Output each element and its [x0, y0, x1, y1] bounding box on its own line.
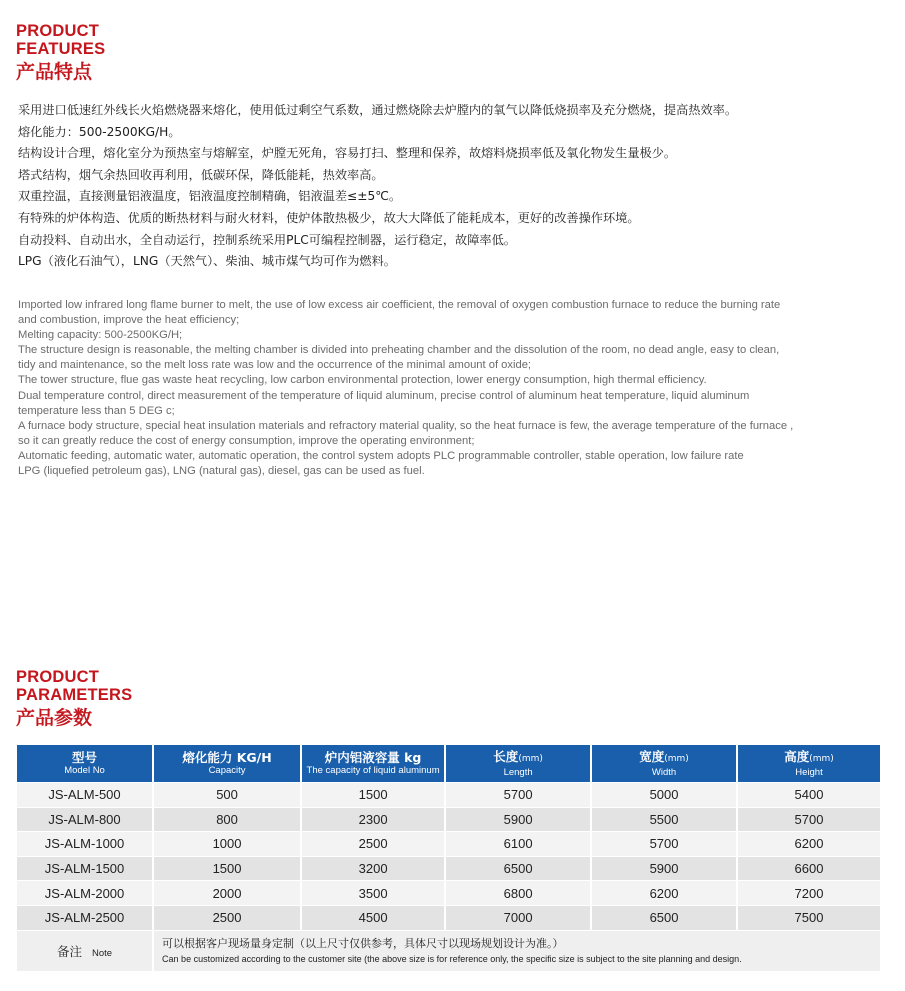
cell-model: JS-ALM-2500	[17, 906, 152, 930]
cell-width: 5700	[592, 832, 736, 856]
feature-en-line: A furnace body structure, special heat insulation materials and refractory material quality, so the heat furnace is few, the average temperature of the furnace ,	[18, 419, 794, 432]
header-length	[446, 745, 590, 782]
parameters-table	[15, 744, 882, 972]
cell-model: JS-ALM-1500	[17, 857, 152, 881]
feature-en-line: Automatic feeding, automatic water, automatic operation, the control system adopts PLC programmable controller, stable operation, low failure rate	[18, 449, 744, 462]
cell-height: 6200	[738, 832, 880, 856]
table-row	[17, 857, 880, 881]
feature-en-line: so it can greatly reduce the cost of energy consumption, improve the operating environment;	[18, 434, 475, 447]
feature-en-line: LPG (liquefied petroleum gas), LNG (natural gas), diesel, gas can be used as fuel.	[18, 465, 425, 478]
feature-cn-line: 自动投料、自动出水，全自动运行，控制系统采用PLC可编程控制器，运行稳定，故障率低。	[18, 232, 516, 247]
features-en-list	[18, 298, 868, 479]
cell-capacity: 2500	[154, 906, 300, 930]
cell-height: 7500	[738, 906, 880, 930]
cell-width: 5900	[592, 857, 736, 881]
note-text-cn: 可以根据客户现场量身定制（以上尺寸仅供参考，具体尺寸以现场规划设计为准。）	[162, 936, 564, 950]
header-width-unit: (mm)	[664, 753, 689, 764]
feature-en-line: Imported low infrared long flame burner to melt, the use of low excess air coefficient, the removal of oxygen combustion furnace to reduce the burning rate	[18, 299, 781, 311]
cell-model: JS-ALM-800	[17, 808, 152, 832]
feature-cn-line: 采用进口低速红外线长火焰燃烧器来熔化，使用低过剩空气系数，通过燃烧除去炉膛内的氧气以降低烧损率及充分燃烧，提高热效率。	[18, 103, 738, 117]
feature-cn-line: 有特殊的炉体构造、优质的断热材料与耐火材料，使炉体散热极少，故大大降低了能耗成本，更好的改善操作环境。	[18, 210, 640, 225]
cell-width: 6200	[592, 881, 736, 905]
cell-capacity: 1500	[154, 857, 300, 881]
feature-cn-line: LPG（液化石油气），LNG（天然气）、柴油、城市煤气均可作为燃料。	[18, 254, 396, 269]
cell-length: 6800	[446, 881, 590, 905]
note-label-cn: 备注	[56, 943, 82, 959]
feature-en-line: Dual temperature control, direct measurement of the temperature of liquid aluminum, precise control of aluminum heat temperature, liquid aluminum	[18, 389, 750, 402]
cell-width: 5000	[592, 783, 736, 807]
cell-length: 6500	[446, 857, 590, 881]
feature-cn-line: 熔化能力：500-2500KG/H。	[18, 124, 181, 139]
cell-height: 7200	[738, 881, 880, 905]
features-heading-en-line1: PRODUCT	[16, 22, 99, 40]
feature-en-line: The structure design is reasonable, the melting chamber is divided into preheating chamber and the dissolution of the room, no dead angle, easy to clean,	[18, 344, 780, 357]
cell-liquid-capacity: 4500	[302, 906, 444, 930]
header-liquid-capacity-cn: 炉内铝液容量 kg	[324, 750, 422, 765]
feature-en-line: and combustion, improve the heat efficiency;	[18, 314, 240, 327]
table-row	[17, 906, 880, 930]
cell-model: JS-ALM-2000	[17, 881, 152, 905]
cell-height: 5700	[738, 808, 880, 832]
feature-en-line: tidy and maintenance, so the melt loss rate was low and the occurrence of the minimal amount of oxide;	[18, 359, 532, 372]
cell-model: JS-ALM-1000	[17, 832, 152, 856]
cell-capacity: 2000	[154, 881, 300, 905]
cell-width: 5500	[592, 808, 736, 832]
cell-length: 6100	[446, 832, 590, 856]
cell-model: JS-ALM-500	[17, 783, 152, 807]
feature-en-line: Melting capacity: 500-2500KG/H;	[18, 329, 183, 342]
table-row	[17, 832, 880, 856]
features-heading-cn: 产品特点	[16, 61, 93, 83]
cell-capacity: 500	[154, 783, 300, 807]
note-text-cell	[154, 931, 880, 971]
cell-width: 6500	[592, 906, 736, 930]
cell-liquid-capacity: 1500	[302, 783, 444, 807]
cell-capacity: 800	[154, 808, 300, 832]
cell-height: 5400	[738, 783, 880, 807]
note-row	[17, 931, 880, 971]
header-height	[738, 745, 880, 782]
feature-cn-line: 结构设计合理，熔化室分为预热室与熔解室，炉膛无死角，容易打扫、整理和保养，故熔料烧损率低及氧化物发生量极少。	[18, 146, 677, 161]
header-capacity-cn: 熔化能力 KG/H	[182, 750, 272, 765]
feature-en-line: temperature less than 5 DEG c;	[18, 404, 175, 417]
features-heading	[16, 22, 105, 85]
cell-length: 7000	[446, 906, 590, 930]
note-label-cell	[17, 931, 152, 971]
params-heading-cn: 产品参数	[16, 707, 93, 729]
header-height-cn: 高度	[784, 748, 810, 764]
cell-length: 5900	[446, 808, 590, 832]
header-model	[17, 745, 152, 782]
cell-length: 5700	[446, 783, 590, 807]
cell-capacity: 1000	[154, 832, 300, 856]
feature-en-line: The tower structure, flue gas waste heat recycling, low carbon environmental protection, lower energy consumption, high thermal efficiency.	[18, 374, 707, 387]
header-model-cn: 型号	[72, 750, 98, 765]
header-width-en: Width	[651, 766, 677, 778]
header-model-en: Model No	[64, 765, 105, 776]
header-capacity-en: Capacity	[208, 765, 246, 776]
cell-height: 6600	[738, 857, 880, 881]
feature-cn-line: 双重控温，直接测量铝液温度，铝液温度控制精确，铝液温差≤±5℃。	[18, 189, 402, 204]
header-liquid-capacity-en: The capacity of liquid aluminum	[306, 765, 440, 776]
table-row	[17, 783, 880, 807]
cell-liquid-capacity: 3500	[302, 881, 444, 905]
table-row	[17, 808, 880, 832]
features-cn-list	[18, 100, 888, 273]
header-height-unit: (mm)	[809, 753, 834, 764]
header-capacity	[154, 745, 300, 782]
header-length-cn: 长度	[493, 748, 519, 764]
header-height-en: Height	[795, 766, 823, 778]
feature-cn-line: 塔式结构，烟气余热回收再利用，低碳环保，降低能耗，热效率高。	[18, 167, 384, 182]
params-heading-en-line2: PARAMETERS	[16, 686, 133, 704]
header-width	[592, 745, 736, 782]
params-heading-en-line1: PRODUCT	[16, 668, 99, 686]
header-length-unit: (mm)	[518, 753, 543, 764]
note-text-en: Can be customized according to the customer site (the above size is for reference only, the specific size is subject to the site planning and design.	[162, 953, 742, 964]
header-liquid-capacity	[302, 745, 444, 782]
table-row	[17, 881, 880, 905]
features-heading-en-line2: FEATURES	[16, 40, 106, 58]
params-heading	[16, 668, 132, 731]
cell-liquid-capacity: 3200	[302, 857, 444, 881]
table-header-row	[17, 745, 880, 782]
header-length-en: Length	[503, 766, 533, 778]
cell-liquid-capacity: 2300	[302, 808, 444, 832]
note-label-en: Note	[91, 947, 113, 959]
cell-liquid-capacity: 2500	[302, 832, 444, 856]
header-width-cn: 宽度	[639, 748, 665, 764]
